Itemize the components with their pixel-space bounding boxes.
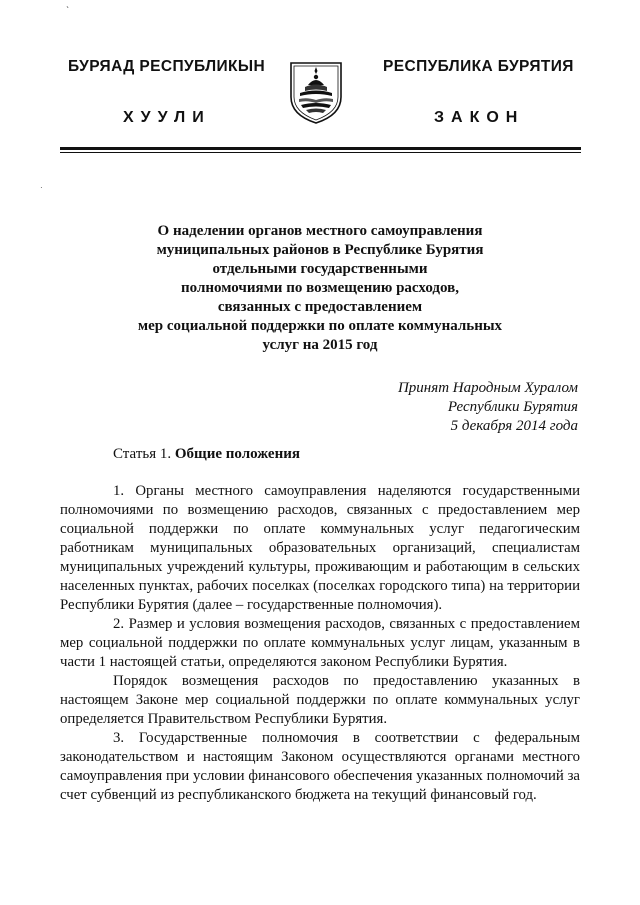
scan-artifact: ˋ xyxy=(66,6,70,17)
title-line: отдельными государственными xyxy=(212,261,428,277)
title-line: услуг на 2015 год xyxy=(262,337,378,353)
article-title: Общие положения xyxy=(174,446,300,462)
paragraph: Порядок возмещения расходов по предоставлению указанных в настоящем Законе мер социальной поддержки по оплате коммунальных услуг определяется Правительством Республики Бурятия. xyxy=(60,673,580,727)
adoption-note xyxy=(398,379,578,436)
header-rule-thick xyxy=(60,147,581,150)
article-body xyxy=(60,482,580,805)
scan-artifact: · xyxy=(40,183,43,192)
title-line: муниципальных районов в Республике Бурятия xyxy=(156,242,484,258)
adoption-line: Республики Бурятия xyxy=(447,399,578,415)
adoption-line: 5 декабря 2014 года xyxy=(450,418,578,434)
title-line: О наделении органов местного самоуправления xyxy=(157,223,483,239)
article-number: Статья 1. xyxy=(113,446,172,462)
header-rule-thin xyxy=(60,152,581,153)
header-left-subtitle: ХУУЛИ xyxy=(123,109,211,126)
paragraph: 2. Размер и условия возмещения расходов, связанных с предоставлением мер социальной поддержки по оплате коммунальных услуг лицам, указанным в части 1 настоящей статьи, определяются законом Республики Бурятия. xyxy=(60,616,580,670)
title-line: связанных с предоставлением xyxy=(217,299,423,315)
paragraph: 1. Органы местного самоуправления наделяются государственными полномочиями по возмещению расходов, связанных с предоставлением мер социальной поддержки по оплате коммунальных услуг педагогическим работникам муниципальных образовательных организаций, специалистам муниципальных учреждений культуры, проживающим и работающим в сельских населенных пунктах, рабочих поселках (поселках городского типа) на территории Республики Бурятия (далее – государственные полномочия). xyxy=(60,483,580,613)
document-title xyxy=(100,222,540,355)
paragraph: 3. Государственные полномочия в соответствии с федеральным законодательством и настоящим Законом осуществляются органами местного самоуправления при условии финансового обеспечения указанных полномочий за счет субвенций из республиканского бюджета на текущий финансовый год. xyxy=(60,730,580,803)
header-right-title: РЕСПУБЛИКА БУРЯТИЯ xyxy=(383,58,574,75)
title-line: полномочиями по возмещению расходов, xyxy=(181,280,459,296)
header-right-subtitle: ЗАКОН xyxy=(434,109,525,126)
article-heading xyxy=(113,446,300,463)
header-left-title: БУРЯАД РЕСПУБЛИКЫН xyxy=(68,58,266,75)
coat-of-arms-buryatia-icon xyxy=(287,57,345,125)
adoption-line: Принят Народным Хуралом xyxy=(397,380,578,396)
title-line: мер социальной поддержки по оплате коммунальных xyxy=(137,318,503,334)
